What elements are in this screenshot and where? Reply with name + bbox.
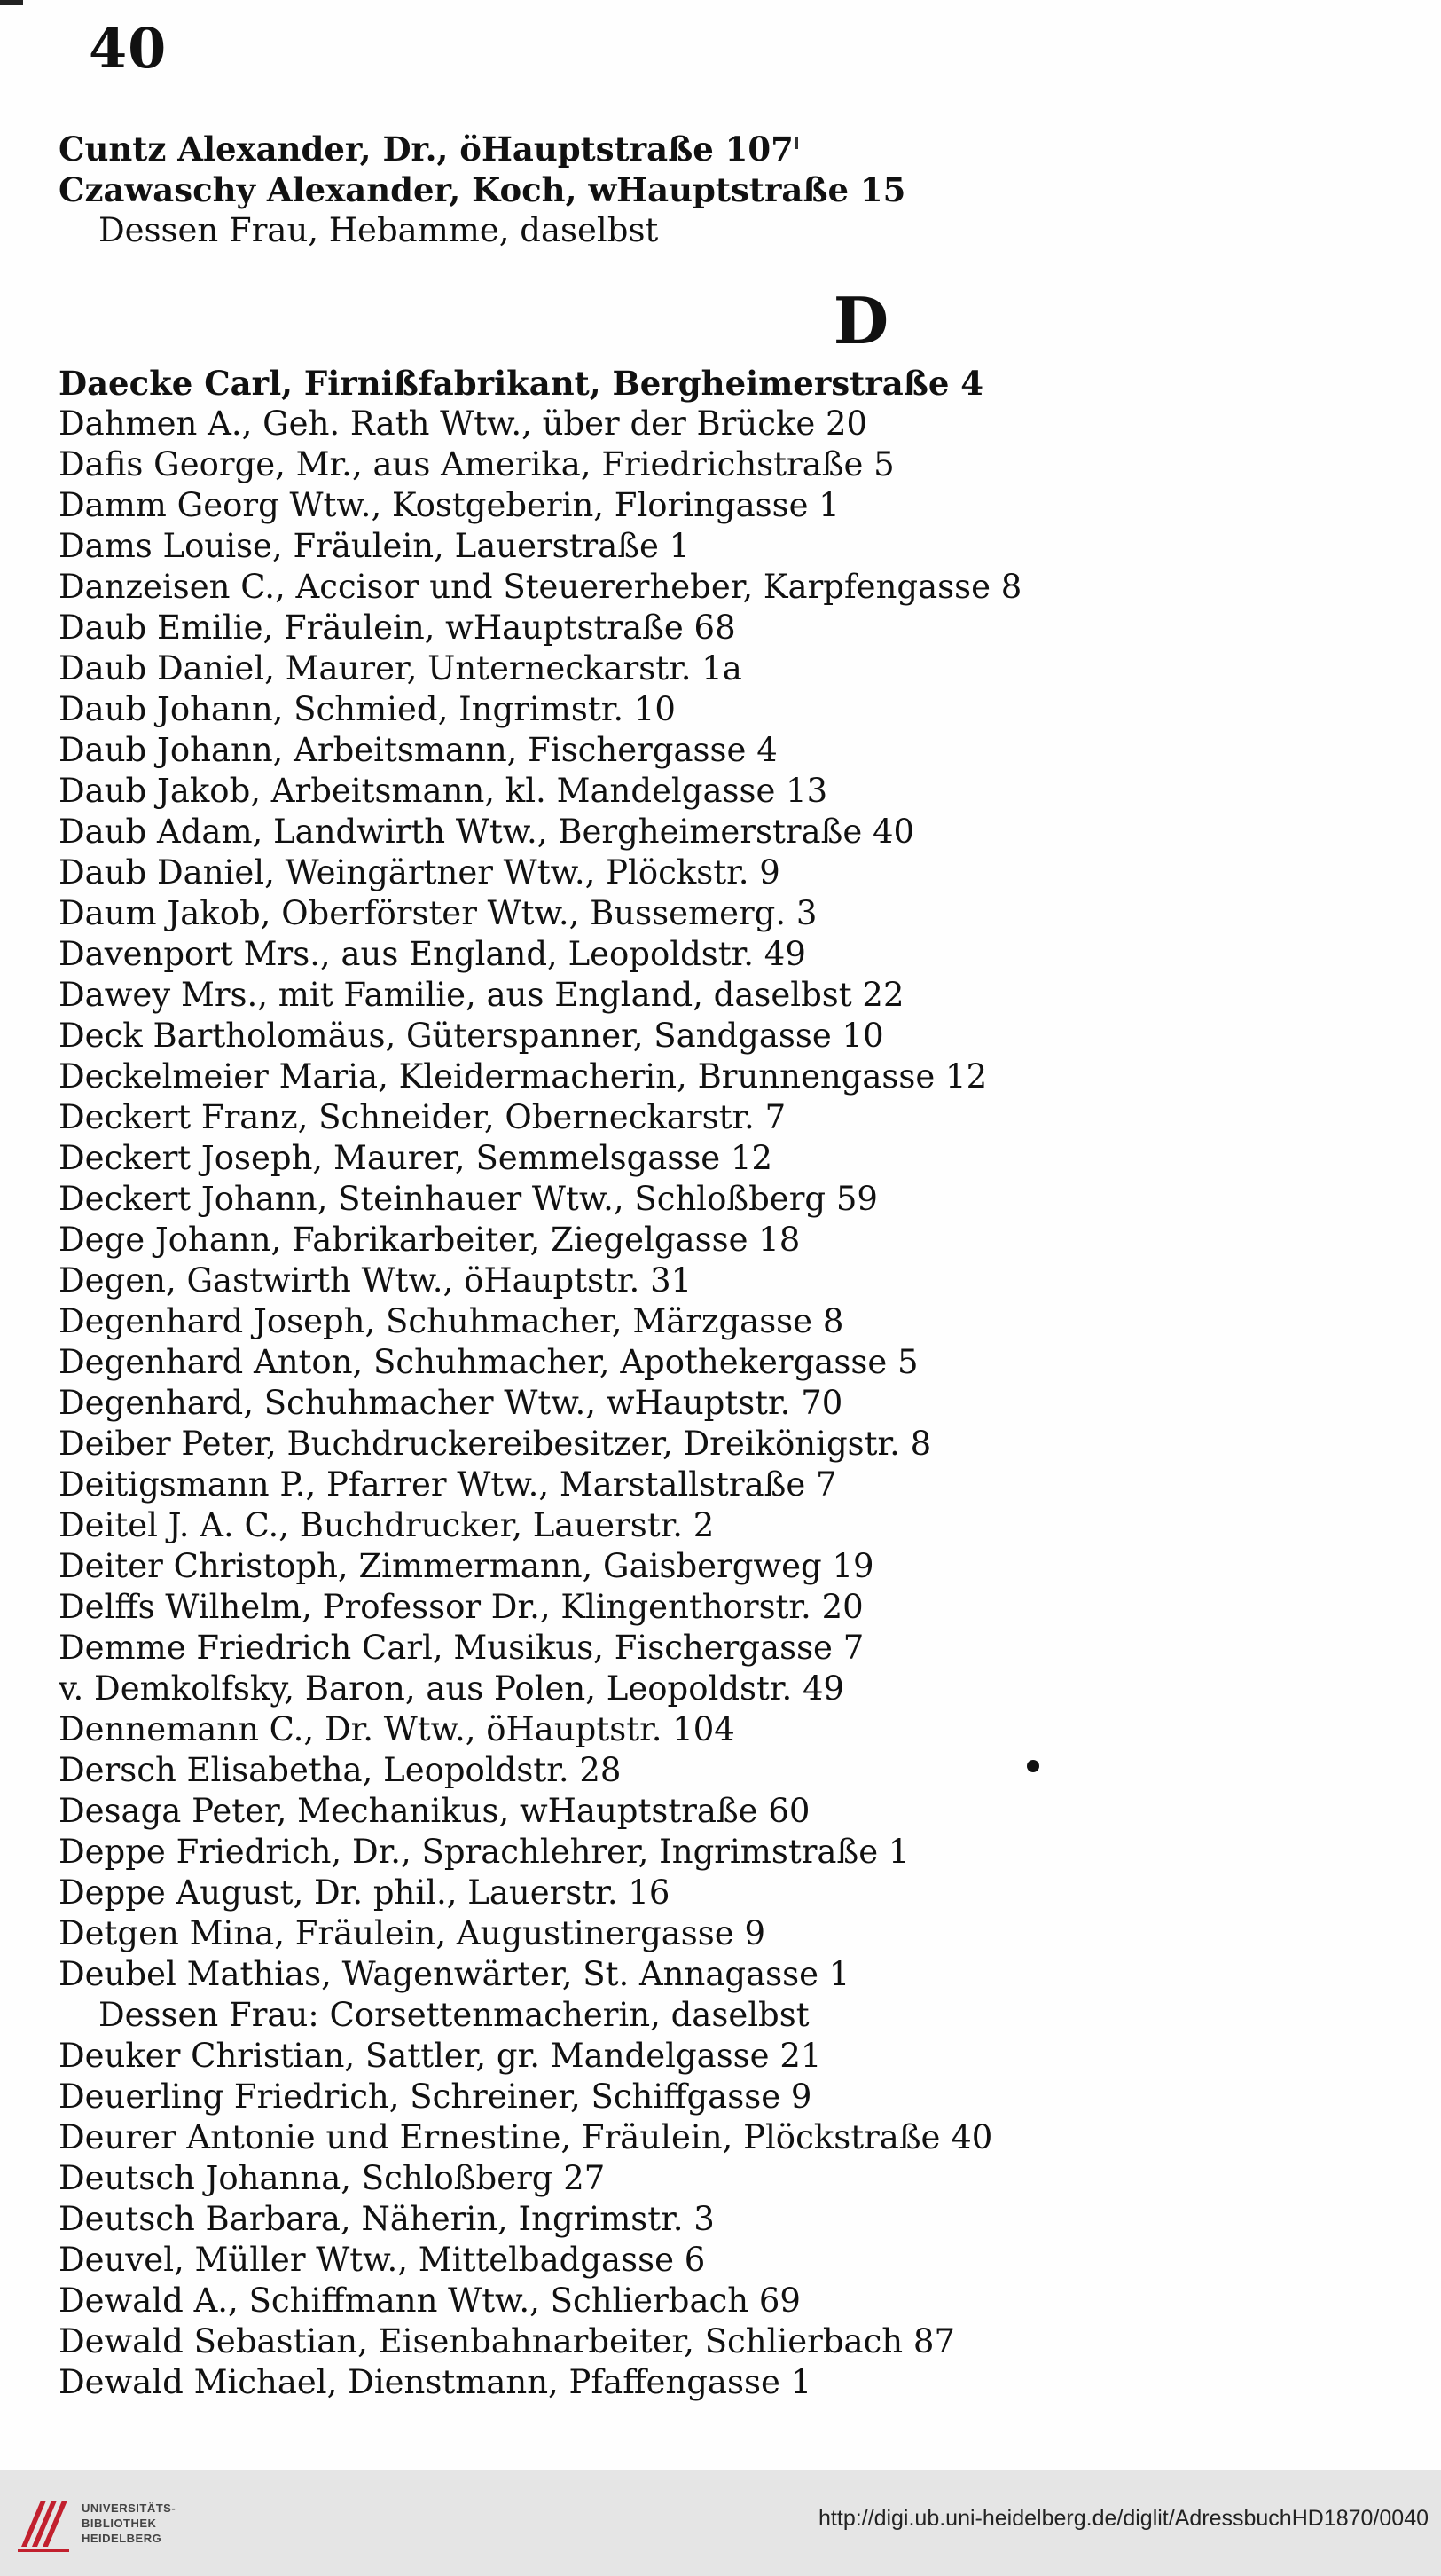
directory-entry: Dafis George, Mr., aus Amerika, Friedrichstraße 5 (59, 445, 895, 483)
logo-line: UNIVERSITÄTS- (82, 2501, 176, 2515)
directory-entry: Dewald Sebastian, Eisenbahnarbeiter, Schlierbach 87 (59, 2322, 955, 2360)
directory-entry: Deurer Antonie und Ernestine, Fräulein, Plöckstraße 40 (59, 2118, 993, 2156)
directory-entry: Dersch Elisabetha, Leopoldstr. 28 (59, 1751, 622, 1789)
library-logo-icon (14, 2494, 71, 2554)
source-url-link[interactable]: http://digi.ub.uni-heidelberg.de/diglit/AdressbuchHD1870/0040 (818, 2506, 1429, 2531)
directory-entry: Deitigsmann P., Pfarrer Wtw., Marstallstraße 7 (59, 1465, 837, 1504)
directory-entry: Daub Emilie, Fräulein, wHauptstraße 68 (59, 609, 736, 647)
directory-entry: Dewald Michael, Dienstmann, Pfaffengasse 1 (59, 2363, 812, 2401)
directory-entry: Deutsch Barbara, Näherin, Ingrimstr. 3 (59, 2200, 715, 2238)
directory-entry: Degenhard, Schuhmacher Wtw., wHauptstr. 70 (59, 1384, 843, 1422)
ink-blot (1027, 1760, 1039, 1772)
directory-entry: Daum Jakob, Oberförster Wtw., Bussemerg. 3 (59, 894, 818, 932)
directory-entry: Deck Bartholomäus, Güterspanner, Sandgasse 10 (59, 1017, 884, 1055)
directory-entry: Daub Johann, Schmied, Ingrimstr. 10 (59, 690, 676, 728)
directory-entry: v. Demkolfsky, Baron, aus Polen, Leopoldstr. 49 (59, 1669, 845, 1708)
directory-entry: Czawaschy Alexander, Koch, wHauptstraße 15 (59, 170, 906, 209)
logo-line: BIBLIOTHEK (82, 2517, 157, 2530)
directory-entry: Deckert Joseph, Maurer, Semmelsgasse 12 (59, 1139, 773, 1177)
directory-entry: Demme Friedrich Carl, Musikus, Fischergasse 7 (59, 1629, 865, 1667)
footer-bar (0, 2470, 1441, 2576)
directory-entry: Dennemann C., Dr. Wtw., öHauptstr. 104 (59, 1710, 735, 1748)
directory-entry: Dege Johann, Fabrikarbeiter, Ziegelgasse 18 (59, 1221, 801, 1259)
directory-entry: Daub Daniel, Weingärtner Wtw., Plöckstr. 9 (59, 853, 780, 891)
page-number: 40 (89, 16, 168, 81)
directory-entry: Delffs Wilhelm, Professor Dr., Klingenthorstr. 20 (59, 1588, 864, 1626)
directory-entry: Deiter Christoph, Zimmermann, Gaisbergweg 19 (59, 1547, 874, 1585)
directory-entry: Dawey Mrs., mit Familie, aus England, daselbst 22 (59, 976, 905, 1014)
directory-entry: Dahmen A., Geh. Rath Wtw., über der Brücke 20 (59, 404, 868, 443)
logo-line: HEIDELBERG (82, 2532, 162, 2545)
library-logo[interactable] (14, 2490, 183, 2557)
directory-entry: Degenhard Anton, Schuhmacher, Apothekergasse 5 (59, 1343, 919, 1381)
directory-entry: Davenport Mrs., aus England, Leopoldstr. 49 (59, 935, 806, 973)
directory-entry: Cuntz Alexander, Dr., öHauptstraße 107 (59, 130, 794, 169)
directory-entry: Daub Daniel, Maurer, Unterneckarstr. 1a (59, 649, 742, 687)
library-logo-text (82, 2501, 176, 2546)
directory-entry: Deckert Franz, Schneider, Oberneckarstr. 7 (59, 1098, 787, 1136)
directory-entry: Daub Adam, Landwirth Wtw., Bergheimerstraße 40 (59, 813, 915, 851)
section-letter-heading: D (833, 283, 889, 358)
directory-entry: Degen, Gastwirth Wtw., öHauptstr. 31 (59, 1261, 693, 1300)
entries-main-list (59, 363, 1371, 2403)
directory-entry: Desaga Peter, Mechanikus, wHauptstraße 60 (59, 1792, 811, 1830)
directory-entry: Deckert Johann, Steinhauer Wtw., Schloßberg 59 (59, 1180, 878, 1218)
directory-entry: Danzeisen C., Accisor und Steuererheber, Karpfengasse 8 (59, 568, 1022, 606)
directory-entry: Dewald A., Schiffmann Wtw., Schlierbach 69 (59, 2281, 801, 2320)
directory-entry: Daecke Carl, Firnißfabrikant, Bergheimerstraße 4 (59, 364, 984, 403)
directory-entry: Deitel J. A. C., Buchdrucker, Lauerstr. 2 (59, 1506, 715, 1544)
directory-entry: Deutsch Johanna, Schloßberg 27 (59, 2159, 606, 2197)
directory-entry: Degenhard Joseph, Schuhmacher, Märzgasse 8 (59, 1302, 844, 1340)
directory-entry: Deuvel, Müller Wtw., Mittelbadgasse 6 (59, 2241, 706, 2279)
directory-entry: Deubel Mathias, Wagenwärter, St. Annagasse 1 (59, 1955, 850, 1993)
directory-entry: Deuker Christian, Sattler, gr. Mandelgasse 21 (59, 2037, 822, 2075)
directory-entry: Dams Louise, Fräulein, Lauerstraße 1 (59, 527, 691, 565)
directory-entry: Daub Jakob, Arbeitsmann, kl. Mandelgasse 13 (59, 772, 828, 810)
directory-entry: Dessen Frau: Corsettenmacherin, daselbst (98, 1996, 810, 2034)
directory-entry: Deppe Friedrich, Dr., Sprachlehrer, Ingrimstraße 1 (59, 1833, 910, 1871)
entries-top-list (59, 129, 1371, 251)
directory-entry: Daub Johann, Arbeitsmann, Fischergasse 4 (59, 731, 778, 769)
directory-entry: Deuerling Friedrich, Schreiner, Schiffgasse 9 (59, 2077, 812, 2116)
directory-entry: Deiber Peter, Buchdruckereibesitzer, Dreikönigstr. 8 (59, 1425, 932, 1463)
directory-entries (59, 129, 1371, 2403)
section-spacer (59, 251, 1371, 285)
directory-entry: Detgen Mina, Fräulein, Augustinergasse 9 (59, 1914, 765, 1952)
directory-entry: Damm Georg Wtw., Kostgeberin, Floringasse 1 (59, 486, 840, 524)
corner-mark (0, 0, 23, 5)
directory-entry: Dessen Frau, Hebamme, daselbst (98, 211, 659, 249)
directory-entry: Deppe August, Dr. phil., Lauerstr. 16 (59, 1873, 670, 1912)
directory-entry: Deckelmeier Maria, Kleidermacherin, Brunnengasse 12 (59, 1057, 988, 1096)
